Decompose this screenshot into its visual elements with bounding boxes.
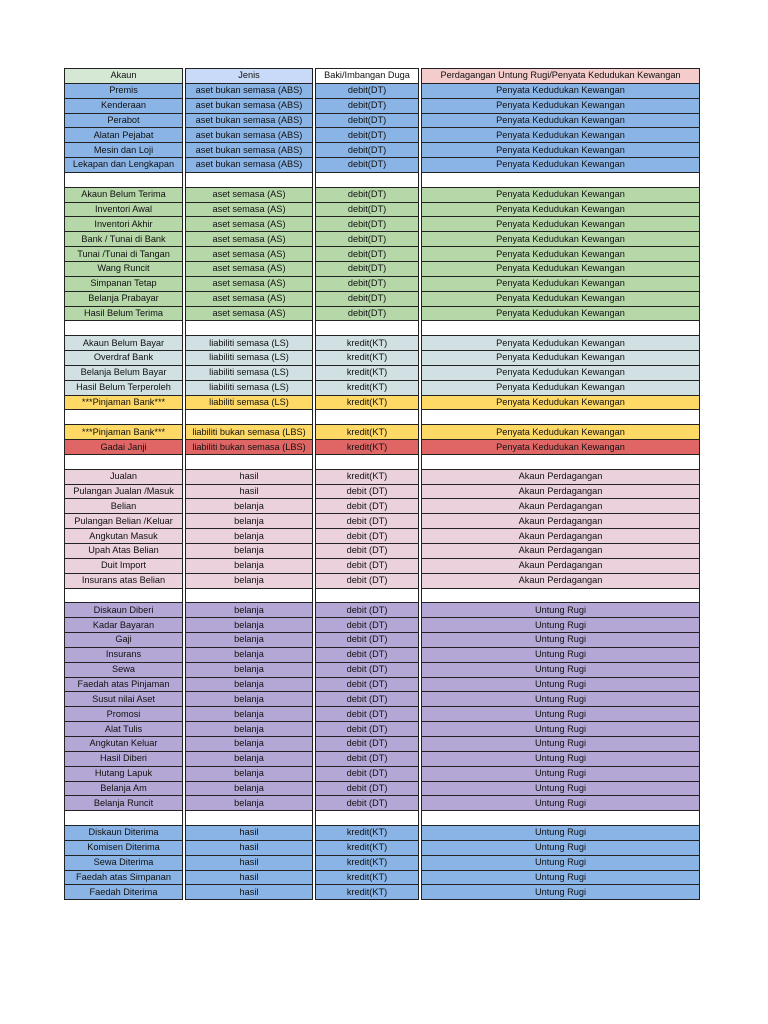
akaun-cell: Belanja Prabayar xyxy=(64,291,183,306)
baki-cell: debit (DT) xyxy=(315,602,419,617)
penyata-cell: Penyata Kedudukan Kewangan xyxy=(421,424,700,439)
penyata-cell: Penyata Kedudukan Kewangan xyxy=(421,335,700,350)
akaun-cell: Duit Import xyxy=(64,558,183,573)
akaun-cell: Mesin dan Loji xyxy=(64,142,183,157)
akaun-cell: Angkutan Keluar xyxy=(64,736,183,751)
penyata-cell: Penyata Kedudukan Kewangan xyxy=(421,261,700,276)
jenis-cell: liabiliti bukan semasa (LBS) xyxy=(185,424,313,439)
akaun-cell: Alatan Pejabat xyxy=(64,127,183,142)
table-row xyxy=(64,306,700,321)
spacer-row xyxy=(64,454,700,469)
penyata-cell: Untung Rugi xyxy=(421,855,700,870)
table-row xyxy=(64,781,700,796)
baki-cell: debit(DT) xyxy=(315,187,419,202)
jenis-cell: aset semasa (AS) xyxy=(185,246,313,261)
spacer-row xyxy=(64,172,700,187)
jenis-cell: hasil xyxy=(185,825,313,840)
account-classification-table xyxy=(62,68,702,900)
baki-cell: kredit(KT) xyxy=(315,395,419,410)
baki-cell: debit (DT) xyxy=(315,543,419,558)
akaun-cell: Gaji xyxy=(64,632,183,647)
penyata-cell: Akaun Perdagangan xyxy=(421,528,700,543)
table-row xyxy=(64,187,700,202)
jenis-cell: belanja xyxy=(185,736,313,751)
akaun-cell: Belian xyxy=(64,498,183,513)
jenis-cell: aset semasa (AS) xyxy=(185,202,313,217)
empty-cell xyxy=(315,320,419,335)
akaun-cell: Upah Atas Belian xyxy=(64,543,183,558)
empty-cell xyxy=(64,409,183,424)
table-row xyxy=(64,706,700,721)
baki-cell: debit(DT) xyxy=(315,202,419,217)
empty-cell xyxy=(315,588,419,603)
penyata-cell: Penyata Kedudukan Kewangan xyxy=(421,306,700,321)
penyata-cell: Untung Rugi xyxy=(421,825,700,840)
akaun-cell: Inventori Awal xyxy=(64,202,183,217)
jenis-cell: aset semasa (AS) xyxy=(185,231,313,246)
penyata-cell: Penyata Kedudukan Kewangan xyxy=(421,127,700,142)
spacer-row xyxy=(64,810,700,825)
baki-cell: kredit(KT) xyxy=(315,335,419,350)
table-row xyxy=(64,766,700,781)
table-row xyxy=(64,751,700,766)
penyata-cell: Penyata Kedudukan Kewangan xyxy=(421,439,700,454)
jenis-cell: belanja xyxy=(185,647,313,662)
penyata-cell: Penyata Kedudukan Kewangan xyxy=(421,113,700,128)
penyata-cell: Untung Rugi xyxy=(421,840,700,855)
jenis-cell: liabiliti semasa (LS) xyxy=(185,380,313,395)
akaun-cell: Susut nilai Aset xyxy=(64,691,183,706)
jenis-cell: belanja xyxy=(185,573,313,588)
jenis-cell: liabiliti semasa (LS) xyxy=(185,365,313,380)
empty-cell xyxy=(421,588,700,603)
penyata-cell: Penyata Kedudukan Kewangan xyxy=(421,350,700,365)
penyata-cell: Akaun Perdagangan xyxy=(421,543,700,558)
jenis-cell: liabiliti bukan semasa (LBS) xyxy=(185,439,313,454)
table-row xyxy=(64,513,700,528)
baki-cell: debit (DT) xyxy=(315,721,419,736)
table-row xyxy=(64,825,700,840)
jenis-cell: belanja xyxy=(185,795,313,810)
jenis-cell: aset bukan semasa (ABS) xyxy=(185,113,313,128)
baki-cell: kredit(KT) xyxy=(315,825,419,840)
penyata-cell: Penyata Kedudukan Kewangan xyxy=(421,246,700,261)
akaun-cell: Bank / Tunai di Bank xyxy=(64,231,183,246)
empty-cell xyxy=(421,172,700,187)
table-row xyxy=(64,157,700,172)
table-row xyxy=(64,142,700,157)
jenis-cell: aset bukan semasa (ABS) xyxy=(185,157,313,172)
header-jenis: Jenis xyxy=(185,68,313,83)
baki-cell: debit (DT) xyxy=(315,662,419,677)
table-row xyxy=(64,469,700,484)
akaun-cell: Simpanan Tetap xyxy=(64,276,183,291)
jenis-cell: aset semasa (AS) xyxy=(185,306,313,321)
empty-cell xyxy=(421,409,700,424)
baki-cell: debit(DT) xyxy=(315,142,419,157)
table-row xyxy=(64,558,700,573)
empty-cell xyxy=(64,454,183,469)
jenis-cell: belanja xyxy=(185,617,313,632)
baki-cell: kredit(KT) xyxy=(315,469,419,484)
empty-cell xyxy=(421,454,700,469)
baki-cell: debit (DT) xyxy=(315,558,419,573)
akaun-cell: Insurans xyxy=(64,647,183,662)
table-row xyxy=(64,721,700,736)
akaun-cell: Komisen Diterima xyxy=(64,840,183,855)
baki-cell: debit (DT) xyxy=(315,513,419,528)
table-row xyxy=(64,98,700,113)
penyata-cell: Penyata Kedudukan Kewangan xyxy=(421,98,700,113)
akaun-cell: Tunai /Tunai di Tangan xyxy=(64,246,183,261)
table-row xyxy=(64,365,700,380)
jenis-cell: belanja xyxy=(185,691,313,706)
akaun-cell: Sewa Diterima xyxy=(64,855,183,870)
jenis-cell: belanja xyxy=(185,528,313,543)
jenis-cell: aset bukan semasa (ABS) xyxy=(185,83,313,98)
akaun-cell: Hasil Belum Terperoleh xyxy=(64,380,183,395)
akaun-cell: Akaun Belum Terima xyxy=(64,187,183,202)
penyata-cell: Untung Rugi xyxy=(421,795,700,810)
penyata-cell: Penyata Kedudukan Kewangan xyxy=(421,216,700,231)
empty-cell xyxy=(185,454,313,469)
jenis-cell: belanja xyxy=(185,706,313,721)
akaun-cell: Faedah atas Pinjaman xyxy=(64,677,183,692)
penyata-cell: Akaun Perdagangan xyxy=(421,558,700,573)
baki-cell: debit (DT) xyxy=(315,795,419,810)
baki-cell: kredit(KT) xyxy=(315,855,419,870)
table-row xyxy=(64,276,700,291)
penyata-cell: Untung Rugi xyxy=(421,662,700,677)
penyata-cell: Untung Rugi xyxy=(421,736,700,751)
table-body xyxy=(64,68,700,900)
penyata-cell: Penyata Kedudukan Kewangan xyxy=(421,83,700,98)
table-row xyxy=(64,528,700,543)
akaun-cell: Pulangan Belian /Keluar xyxy=(64,513,183,528)
baki-cell: debit(DT) xyxy=(315,231,419,246)
jenis-cell: belanja xyxy=(185,751,313,766)
baki-cell: debit(DT) xyxy=(315,113,419,128)
akaun-cell: Kadar Bayaran xyxy=(64,617,183,632)
empty-cell xyxy=(185,409,313,424)
penyata-cell: Penyata Kedudukan Kewangan xyxy=(421,157,700,172)
akaun-cell: Faedah Diterima xyxy=(64,884,183,900)
table-row xyxy=(64,662,700,677)
akaun-cell: Insurans atas Belian xyxy=(64,573,183,588)
baki-cell: debit (DT) xyxy=(315,751,419,766)
empty-cell xyxy=(185,172,313,187)
table-row xyxy=(64,261,700,276)
table-row xyxy=(64,216,700,231)
baki-cell: debit (DT) xyxy=(315,766,419,781)
table-row xyxy=(64,127,700,142)
akaun-cell: Kenderaan xyxy=(64,98,183,113)
baki-cell: kredit(KT) xyxy=(315,884,419,900)
jenis-cell: aset semasa (AS) xyxy=(185,216,313,231)
baki-cell: kredit(KT) xyxy=(315,350,419,365)
penyata-cell: Untung Rugi xyxy=(421,870,700,885)
baki-cell: debit(DT) xyxy=(315,306,419,321)
empty-cell xyxy=(315,810,419,825)
akaun-cell: Jualan xyxy=(64,469,183,484)
table-row xyxy=(64,439,700,454)
spacer-row xyxy=(64,588,700,603)
jenis-cell: belanja xyxy=(185,513,313,528)
table-row xyxy=(64,424,700,439)
akaun-cell: Hasil Diberi xyxy=(64,751,183,766)
akaun-cell: Akaun Belum Bayar xyxy=(64,335,183,350)
jenis-cell: belanja xyxy=(185,632,313,647)
baki-cell: debit (DT) xyxy=(315,498,419,513)
jenis-cell: aset semasa (AS) xyxy=(185,291,313,306)
akaun-cell: Wang Runcit xyxy=(64,261,183,276)
baki-cell: kredit(KT) xyxy=(315,870,419,885)
baki-cell: kredit(KT) xyxy=(315,840,419,855)
penyata-cell: Penyata Kedudukan Kewangan xyxy=(421,365,700,380)
empty-cell xyxy=(421,810,700,825)
penyata-cell: Untung Rugi xyxy=(421,632,700,647)
baki-cell: kredit(KT) xyxy=(315,439,419,454)
baki-cell: debit(DT) xyxy=(315,261,419,276)
table-row xyxy=(64,677,700,692)
header-baki: Baki/Imbangan Duga xyxy=(315,68,419,83)
jenis-cell: belanja xyxy=(185,602,313,617)
table-row xyxy=(64,736,700,751)
table-row xyxy=(64,840,700,855)
akaun-cell: Lekapan dan Lengkapan xyxy=(64,157,183,172)
baki-cell: debit (DT) xyxy=(315,647,419,662)
empty-cell xyxy=(64,172,183,187)
baki-cell: debit (DT) xyxy=(315,528,419,543)
baki-cell: debit(DT) xyxy=(315,276,419,291)
table-row xyxy=(64,498,700,513)
spacer-row xyxy=(64,320,700,335)
akaun-cell: Diskaun Diterima xyxy=(64,825,183,840)
table-row xyxy=(64,691,700,706)
jenis-cell: hasil xyxy=(185,484,313,499)
penyata-cell: Untung Rugi xyxy=(421,617,700,632)
jenis-cell: aset semasa (AS) xyxy=(185,261,313,276)
penyata-cell: Penyata Kedudukan Kewangan xyxy=(421,291,700,306)
table-row xyxy=(64,617,700,632)
jenis-cell: liabiliti semasa (LS) xyxy=(185,350,313,365)
jenis-cell: belanja xyxy=(185,781,313,796)
jenis-cell: belanja xyxy=(185,498,313,513)
akaun-cell: Sewa xyxy=(64,662,183,677)
empty-cell xyxy=(315,454,419,469)
jenis-cell: hasil xyxy=(185,840,313,855)
penyata-cell: Untung Rugi xyxy=(421,647,700,662)
penyata-cell: Untung Rugi xyxy=(421,766,700,781)
akaun-cell: Belanja Belum Bayar xyxy=(64,365,183,380)
akaun-cell: Overdraf Bank xyxy=(64,350,183,365)
akaun-cell: Hasil Belum Terima xyxy=(64,306,183,321)
jenis-cell: aset semasa (AS) xyxy=(185,187,313,202)
empty-cell xyxy=(421,320,700,335)
jenis-cell: liabiliti semasa (LS) xyxy=(185,335,313,350)
table-row xyxy=(64,380,700,395)
table-row xyxy=(64,543,700,558)
penyata-cell: Penyata Kedudukan Kewangan xyxy=(421,231,700,246)
penyata-cell: Penyata Kedudukan Kewangan xyxy=(421,276,700,291)
table-row xyxy=(64,246,700,261)
empty-cell xyxy=(185,810,313,825)
baki-cell: kredit(KT) xyxy=(315,424,419,439)
empty-cell xyxy=(185,588,313,603)
empty-cell xyxy=(64,810,183,825)
jenis-cell: belanja xyxy=(185,662,313,677)
jenis-cell: liabiliti semasa (LS) xyxy=(185,395,313,410)
jenis-cell: aset bukan semasa (ABS) xyxy=(185,98,313,113)
penyata-cell: Untung Rugi xyxy=(421,602,700,617)
table-row xyxy=(64,884,700,900)
penyata-cell: Untung Rugi xyxy=(421,884,700,900)
jenis-cell: hasil xyxy=(185,870,313,885)
baki-cell: debit (DT) xyxy=(315,677,419,692)
penyata-cell: Untung Rugi xyxy=(421,751,700,766)
baki-cell: debit (DT) xyxy=(315,781,419,796)
table-row xyxy=(64,291,700,306)
baki-cell: debit(DT) xyxy=(315,246,419,261)
penyata-cell: Akaun Perdagangan xyxy=(421,573,700,588)
penyata-cell: Untung Rugi xyxy=(421,677,700,692)
penyata-cell: Akaun Perdagangan xyxy=(421,498,700,513)
baki-cell: debit(DT) xyxy=(315,98,419,113)
penyata-cell: Penyata Kedudukan Kewangan xyxy=(421,395,700,410)
jenis-cell: aset semasa (AS) xyxy=(185,276,313,291)
table-row xyxy=(64,855,700,870)
table-row xyxy=(64,231,700,246)
akaun-cell: Faedah atas Simpanan xyxy=(64,870,183,885)
table-row xyxy=(64,350,700,365)
table-row xyxy=(64,632,700,647)
baki-cell: debit (DT) xyxy=(315,573,419,588)
penyata-cell: Akaun Perdagangan xyxy=(421,513,700,528)
table-row xyxy=(64,395,700,410)
baki-cell: debit (DT) xyxy=(315,691,419,706)
akaun-cell: Belanja Runcit xyxy=(64,795,183,810)
akaun-cell: Premis xyxy=(64,83,183,98)
jenis-cell: belanja xyxy=(185,721,313,736)
akaun-cell: Alat Tulis xyxy=(64,721,183,736)
baki-cell: debit (DT) xyxy=(315,736,419,751)
baki-cell: debit (DT) xyxy=(315,706,419,721)
akaun-cell: Promosi xyxy=(64,706,183,721)
empty-cell xyxy=(185,320,313,335)
empty-cell xyxy=(64,320,183,335)
table-row xyxy=(64,870,700,885)
akaun-cell: Perabot xyxy=(64,113,183,128)
akaun-cell: Hutang Lapuk xyxy=(64,766,183,781)
table-row xyxy=(64,335,700,350)
akaun-cell: Gadai Janji xyxy=(64,439,183,454)
akaun-cell: Angkutan Masuk xyxy=(64,528,183,543)
akaun-cell: ***Pinjaman Bank*** xyxy=(64,395,183,410)
table-row xyxy=(64,202,700,217)
penyata-cell: Akaun Perdagangan xyxy=(421,469,700,484)
baki-cell: debit(DT) xyxy=(315,291,419,306)
penyata-cell: Untung Rugi xyxy=(421,781,700,796)
jenis-cell: belanja xyxy=(185,543,313,558)
jenis-cell: hasil xyxy=(185,855,313,870)
table-row xyxy=(64,795,700,810)
jenis-cell: aset bukan semasa (ABS) xyxy=(185,127,313,142)
table-row xyxy=(64,113,700,128)
baki-cell: debit (DT) xyxy=(315,632,419,647)
penyata-cell: Penyata Kedudukan Kewangan xyxy=(421,187,700,202)
header-penyata: Perdagangan Untung Rugi/Penyata Kedudukan Kewangan xyxy=(421,68,700,83)
akaun-cell: Diskaun Diberi xyxy=(64,602,183,617)
jenis-cell: belanja xyxy=(185,766,313,781)
akaun-cell: Pulangan Jualan /Masuk xyxy=(64,484,183,499)
baki-cell: debit(DT) xyxy=(315,216,419,231)
table-row xyxy=(64,484,700,499)
empty-cell xyxy=(64,588,183,603)
penyata-cell: Penyata Kedudukan Kewangan xyxy=(421,202,700,217)
penyata-cell: Akaun Perdagangan xyxy=(421,484,700,499)
baki-cell: debit(DT) xyxy=(315,83,419,98)
akaun-cell: ***Pinjaman Bank*** xyxy=(64,424,183,439)
table-row xyxy=(64,602,700,617)
penyata-cell: Untung Rugi xyxy=(421,721,700,736)
penyata-cell: Untung Rugi xyxy=(421,691,700,706)
empty-cell xyxy=(315,409,419,424)
jenis-cell: aset bukan semasa (ABS) xyxy=(185,142,313,157)
baki-cell: kredit(KT) xyxy=(315,380,419,395)
empty-cell xyxy=(315,172,419,187)
header-akaun: Akaun xyxy=(64,68,183,83)
penyata-cell: Untung Rugi xyxy=(421,706,700,721)
header-row xyxy=(64,68,700,83)
baki-cell: debit (DT) xyxy=(315,617,419,632)
table-row xyxy=(64,647,700,662)
penyata-cell: Penyata Kedudukan Kewangan xyxy=(421,380,700,395)
akaun-cell: Inventori Akhir xyxy=(64,216,183,231)
table-row xyxy=(64,573,700,588)
baki-cell: kredit(KT) xyxy=(315,365,419,380)
jenis-cell: belanja xyxy=(185,558,313,573)
jenis-cell: hasil xyxy=(185,469,313,484)
baki-cell: debit (DT) xyxy=(315,484,419,499)
akaun-cell: Belanja Am xyxy=(64,781,183,796)
jenis-cell: hasil xyxy=(185,884,313,900)
jenis-cell: belanja xyxy=(185,677,313,692)
spacer-row xyxy=(64,409,700,424)
penyata-cell: Penyata Kedudukan Kewangan xyxy=(421,142,700,157)
baki-cell: debit(DT) xyxy=(315,127,419,142)
baki-cell: debit(DT) xyxy=(315,157,419,172)
table-row xyxy=(64,83,700,98)
